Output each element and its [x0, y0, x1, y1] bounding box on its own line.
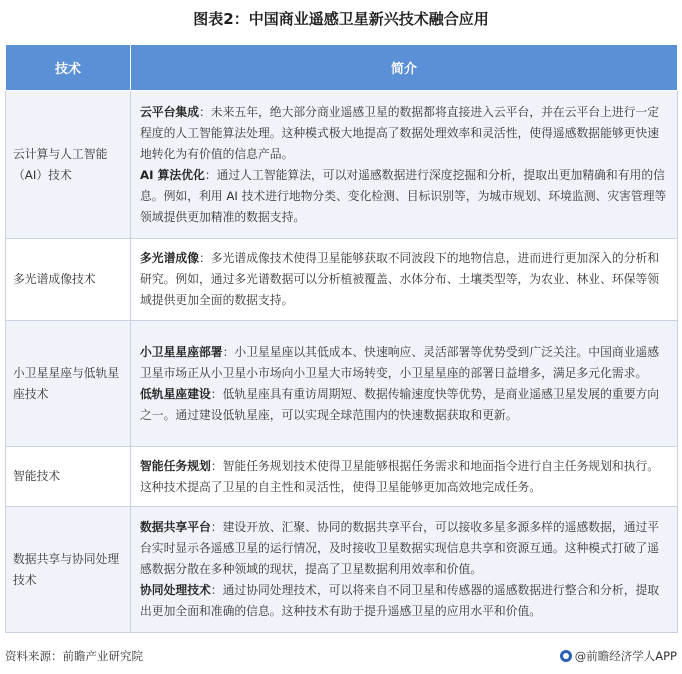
desc-cell — [131, 91, 678, 239]
desc-text: ：低轨星座具有重访周期短、数据传输速度快等优势，是商业遥感卫星发展的重要方向之一。通过建设低轨星座，可以实现全球范围内的快速数据获取和更新。 — [140, 386, 660, 422]
desc-paragraph — [140, 580, 669, 622]
desc-label: 小卫星星座部署 — [140, 344, 223, 359]
desc-paragraph — [140, 517, 669, 580]
desc-text: ：通过人工智能算法，可以对遥感数据进行深度挖掘和分析，提取出更加精确和有用的信息。例如，利用 AI 技术进行地物分类、变化检测、目标识别等，为城市规划、环境监测、灾害管理等领域提供更加精准的数据支持。 — [140, 167, 667, 224]
desc-label: AI 算法优化 — [140, 167, 205, 182]
tech-cell: 多光谱成像技术 — [6, 239, 131, 321]
desc-label: 多光谱成像 — [140, 251, 199, 265]
table-row — [6, 91, 678, 239]
desc-text: ：小卫星星座以其低成本、快速响应、灵活部署等优势受到广泛关注。中国商业遥感卫星市场正从小卫星小市场向小卫星大市场转变，小卫星星座的部署日益增多，满足多元化需求。 — [140, 344, 660, 380]
tech-table — [5, 44, 678, 633]
desc-text: ：建设开放、汇聚、协同的数据共享平台，可以接收多星多源多样的遥感数据，通过平台实时显示各遥感卫星的运行情况，及时接收卫星数据实现信息共享和资源互通。这种模式打破了遥感数据分散在多种领域的现状，提高了卫星数据利用效率和价值。 — [140, 520, 660, 576]
figure-title: 图表2：中国商业遥感卫星新兴技术融合应用 — [193, 10, 489, 28]
header-tech: 技术 — [6, 45, 131, 91]
desc-label: 低轨星座建设 — [140, 386, 211, 401]
desc-text: ：多光谱成像技术使得卫星能够获取不同波段下的地物信息，进而进行更加深入的分析和研究。例如，通过多光谱数据可以分析植被覆盖、水体分布、土壤类型等，为农业、林业、环保等领域提供更加全面的数据支持。 — [140, 251, 660, 307]
tech-cell: 小卫星星座与低轨星座技术 — [6, 321, 131, 447]
tech-cell: 数据共享与协同处理技术 — [6, 507, 131, 633]
brand-logo-icon — [560, 650, 572, 662]
desc-cell — [131, 321, 678, 447]
desc-label: 云平台集成 — [140, 104, 199, 119]
desc-text: ：智能任务规划技术使得卫星能够根据任务需求和地面指令进行自主任务规划和执行。这种技术提高了卫星的自主性和灵活性，使得卫星能够更加高效地完成任务。 — [140, 458, 660, 494]
desc-cell — [131, 239, 678, 321]
footer — [5, 648, 677, 668]
table-row — [6, 447, 678, 507]
source-note: 资料来源：前瞻产业研究院 — [5, 649, 143, 663]
desc-paragraph — [140, 384, 669, 426]
brand-credit — [560, 648, 677, 664]
desc-cell — [131, 507, 678, 633]
tech-cell: 云计算与人工智能（AI）技术 — [6, 91, 131, 239]
tech-cell: 智能技术 — [6, 447, 131, 507]
desc-text: ：未来五年，绝大部分商业遥感卫星的数据都将直接进入云平台，并在云平台上进行一定程度的人工智能算法处理。这种模式极大地提高了数据处理效率和灵活性，使得遥感数据能够更快速地转化为有价值的信息产品。 — [140, 104, 660, 161]
table-row — [6, 507, 678, 633]
desc-text: ：通过协同处理技术，可以将来自不同卫星和传感器的遥感数据进行整合和分析，提取出更加全面和准确的信息。这种技术有助于提升遥感卫星的应用水平和价值。 — [140, 583, 660, 618]
table-row — [6, 239, 678, 321]
desc-paragraph — [140, 342, 669, 384]
desc-label: 数据共享平台 — [140, 520, 211, 534]
header-desc: 简介 — [131, 45, 678, 91]
desc-paragraph — [140, 102, 669, 165]
table-header-row — [6, 45, 678, 91]
desc-paragraph — [140, 456, 669, 498]
desc-label: 智能任务规划 — [140, 458, 211, 473]
desc-paragraph — [140, 248, 669, 311]
brand-text: @前瞻经济学人APP — [574, 649, 677, 663]
desc-paragraph — [140, 165, 669, 228]
table-row — [6, 321, 678, 447]
desc-label: 协同处理技术 — [140, 583, 211, 597]
desc-cell — [131, 447, 678, 507]
